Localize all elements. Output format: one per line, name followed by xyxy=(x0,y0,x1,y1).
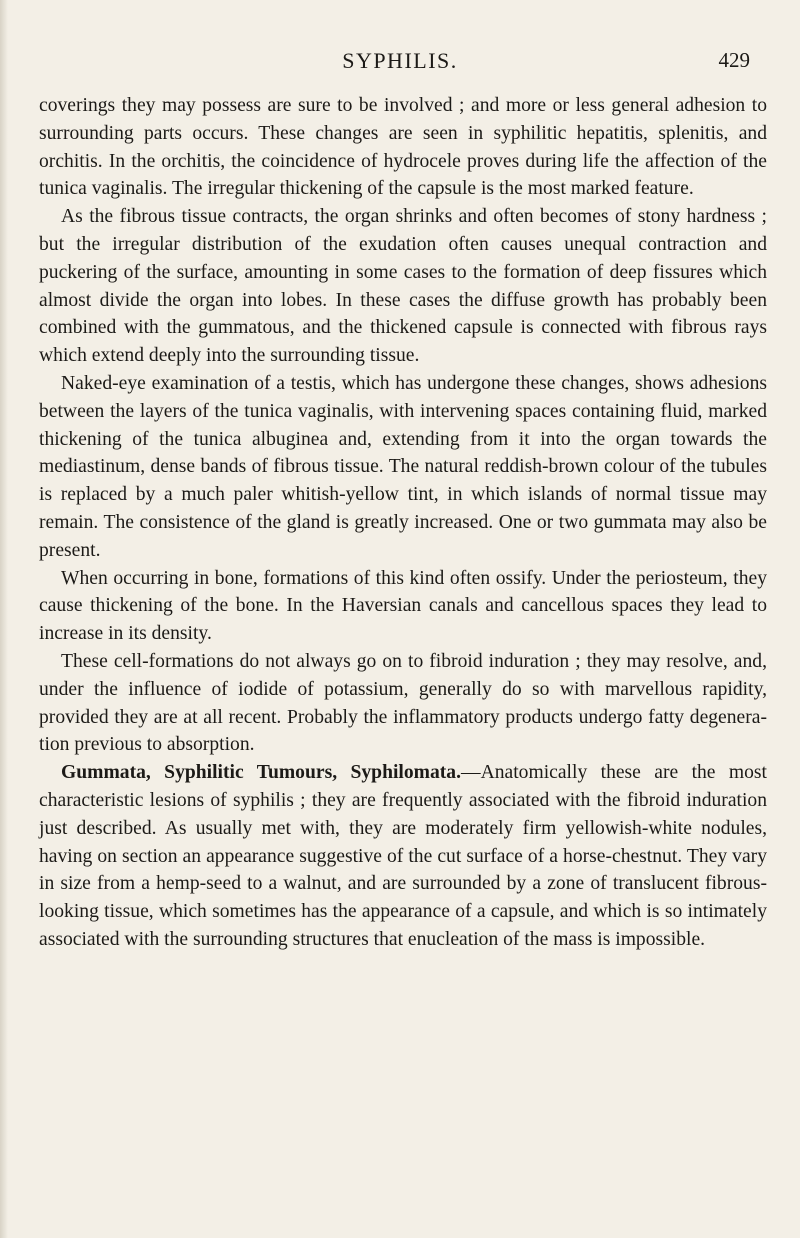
section-heading-gummata: Gummata, Syphilitic Tumours, Syphilomata. xyxy=(61,762,461,784)
running-head xyxy=(0,48,800,82)
paragraph-3 xyxy=(39,370,767,565)
page-number: 429 xyxy=(718,48,750,72)
paragraph-2-text: As the fibrous tissue contracts, the organ shrinks and often becomes of stony hardness ; but the irregular distribution of the exudation often causes unequal contraction and puckering of the surface, amounting in some cases to the formation of deep fissures which almost divide the organ into lobes. In these cases the diffuse growth has probably been combined with the gummatous, and the thickened capsule is connected with fibrous rays which extend deeply into the surrounding tissue. xyxy=(39,206,767,367)
paragraph-3-text: Naked-eye examination of a testis, which has undergone these changes, shows adhesions between the layers of the tunica vaginalis, with intervening spaces containing fluid, marked thickening of the tunica albuginea and, extending from it into the organ towards the mediastinum, dense bands of fibrous tissue. The natural reddish-brown colour of the tubules is replaced by a much paler whitish-yellow tint, in which islands of normal tissue may remain. The consistence of the gland is greatly increased. One or two gummata may also be present. xyxy=(39,372,767,561)
paragraph-6-text: —Anatomically these are the most characteristic lesions of syphilis ; they are frequently associated with the fibroid induration just described. As usually met with, they are moderately firm yellowish-white nodules, having on section an appearance suggestive of the cut surface of a horse-chestnut. They vary in size from a hemp-seed to a walnut, and are surrounded by a zone of translucent fibrous-looking tissue, which sometimes has the appearance of a capsule, and which is so intimately associated with the surrounding structures that enucleation of the mass is impossible. xyxy=(39,762,767,950)
paragraph-4-text: When occurring in bone, formations of this kind often ossify. Under the periosteum, they cause thickening of the bone. In the Haversian canals and cancellous spaces they lead to increase in its density. xyxy=(39,567,767,645)
paragraph-6 xyxy=(39,759,767,954)
page-binding-edge xyxy=(0,0,8,1238)
body-text xyxy=(39,92,767,954)
paragraph-5 xyxy=(39,648,767,759)
page-title: SYPHILIS. xyxy=(342,48,458,73)
paragraph-1 xyxy=(39,92,767,203)
paragraph-2 xyxy=(39,203,767,370)
paragraph-4 xyxy=(39,565,767,648)
paragraph-5-text: These cell-formations do not always go on to fibroid induration ; they may resolve, and, under the influence of iodide of potassium, generally do so with marvellous rapidity, provided they are at all recent. Probably the inflammatory products undergo fatty degenera-tion previous to absorption. xyxy=(39,650,767,756)
paragraph-1-text: coverings they may possess are sure to be involved ; and more or less general adhesion to surrounding parts occurs. These changes are seen in syphilitic hepatitis, splenitis, and orchitis. In the orchitis, the coincidence of hydrocele proves during life the affection of the tunica vaginalis. The irregular thickening of the capsule is the most marked feature. xyxy=(39,95,767,200)
